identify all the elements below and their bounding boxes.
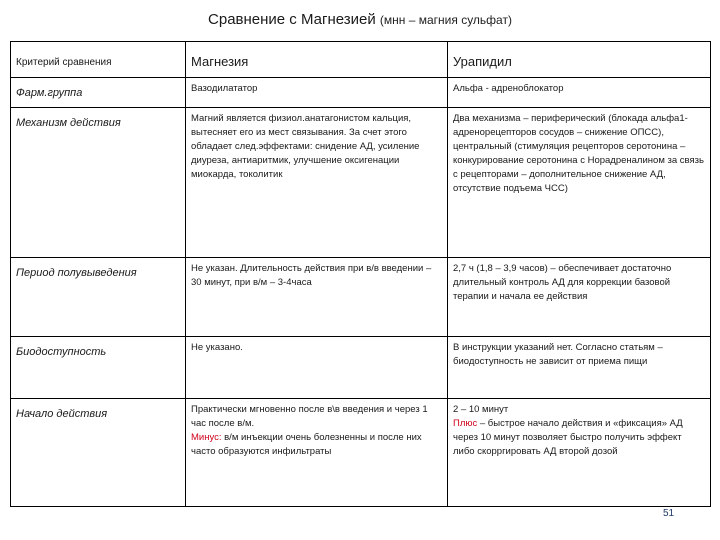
- row-magnesia-cell: Магний является физиол.анатагонистом кальция, вытесняет его из мест связывания. За счет этого обладает след.эффектами: снидение АД, усиление диуреза, антиаритмик, улучшение оксигенации миокарда, токолитик: [186, 108, 448, 258]
- row-magnesia-cell: Не указано.: [186, 337, 448, 399]
- row-magnesia-cell: Не указан. Длительность действия при в/в введении – 30 минут, при в/м – 3-4часа: [186, 258, 448, 337]
- slide-title: [0, 10, 720, 30]
- plus-label: Плюс: [453, 418, 478, 429]
- title-subtitle: (мнн – магния сульфат): [379, 13, 512, 27]
- row-urapidil-cell: В инструкции указаний нет. Согласно статьям – биодоступность не зависит от приема пищи: [448, 337, 711, 399]
- title-main: Сравнение с Магнезией: [208, 11, 376, 28]
- row-urapidil-cell: Два механизма – периферический (блокада альфа1-адренорецепторов сосудов – снижение ОПСС), центральный (стимуляция рецепторов серотонина – конкурирование серотонина с Норадреналином за связь с рецепторами – дополнительное снижение АД, отсутствие подъема ЧСС): [448, 108, 711, 258]
- header-urapidil: Урапидил: [448, 42, 711, 78]
- row-urapidil-cell: 2,7 ч (1,8 – 3,9 часов) – обеспечивает достаточно длительный контроль АД для коррекции базовой терапии и начала ее действия: [448, 258, 711, 337]
- table-row: [11, 337, 711, 399]
- table-row: [11, 78, 711, 108]
- row-criterion: Начало действия: [11, 399, 186, 507]
- row-criterion: Период полувыведения: [11, 258, 186, 337]
- table-header-row: [11, 42, 711, 78]
- row-criterion: Биодоступность: [11, 337, 186, 399]
- row-magnesia-cell: Вазодилататор: [186, 78, 448, 108]
- header-criterion: Критерий сравнения: [11, 42, 186, 78]
- minus-text: в/м инъекции очень болезненны и после них часто образуются инфильтраты: [191, 432, 422, 457]
- row-criterion: Фарм.группа: [11, 78, 186, 108]
- row-magnesia-cell: [186, 399, 448, 507]
- row-urapidil-cell: [448, 399, 711, 507]
- magnesia-onset-text: Практически мгновенно после в\в введения и через 1 час после в/м.: [191, 404, 428, 429]
- comparison-table: [10, 41, 711, 507]
- row-criterion: Механизм действия: [11, 108, 186, 258]
- row-urapidil-cell: Альфа - адреноблокатор: [448, 78, 711, 108]
- plus-text: – быстрое начало действия и «фиксация» АД через 10 минут позволяет быстро получить эффект либо скорргировать АД второй дозой: [453, 418, 683, 457]
- table-row: [11, 258, 711, 337]
- table-row: [11, 108, 711, 258]
- minus-label: Минус:: [191, 432, 222, 443]
- urapidil-onset-time: 2 – 10 минут: [453, 404, 509, 415]
- table-row: [11, 399, 711, 507]
- header-magnesia: Магнезия: [186, 42, 448, 78]
- page-number: 51: [663, 508, 675, 519]
